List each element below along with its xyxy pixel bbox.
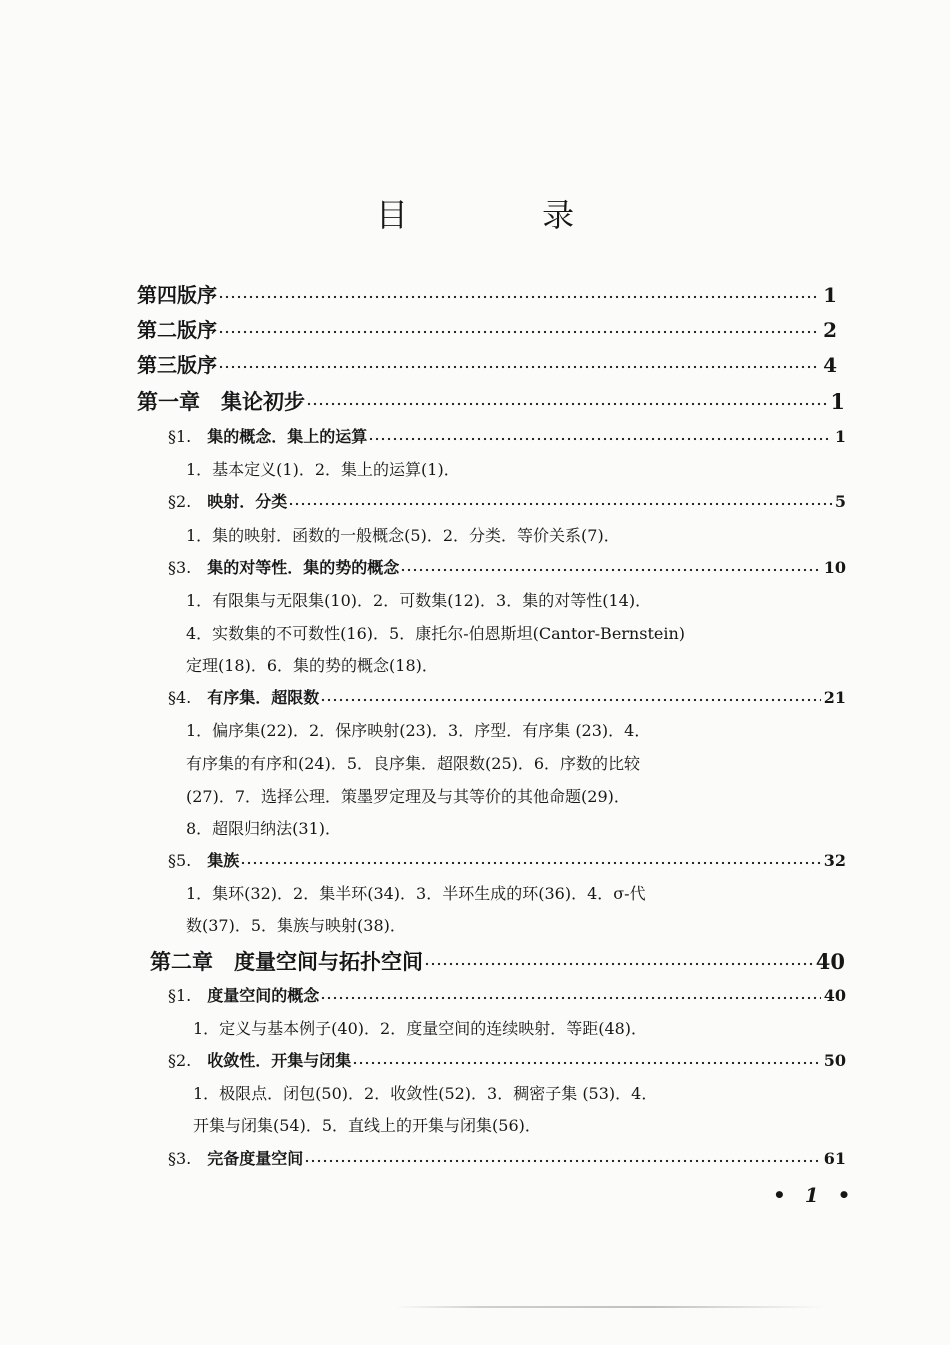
dot-leader <box>352 1060 820 1066</box>
dot-leader <box>400 567 820 573</box>
toc-subentries: 定理(18)．6．集的势的概念(18)． <box>186 656 438 675</box>
toc-subentries: 数(37)．5．集族与映射(38)． <box>186 916 406 935</box>
toc-entry-ch1-sec4[interactable] <box>168 685 846 708</box>
toc-page-number: 1 <box>830 389 845 414</box>
toc-subentries: 开集与闭集(54)．5．直线上的开集与闭集(56)． <box>193 1116 541 1135</box>
toc-entry-ch2-sec2[interactable] <box>168 1048 846 1071</box>
section-number: §3. <box>168 1149 192 1168</box>
dot-leader <box>320 995 820 1001</box>
toc-page-number: 10 <box>823 558 846 577</box>
dot-leader <box>304 1158 820 1164</box>
toc-page-number: 50 <box>823 1051 846 1070</box>
section-number: §2. <box>168 492 192 511</box>
toc-label: 集的概念．集上的运算 <box>207 427 368 446</box>
toc-label: 有序集．超限数 <box>207 688 320 707</box>
toc-page-number: 61 <box>823 1149 846 1168</box>
dot-leader <box>218 329 820 335</box>
toc-entry-ch1-sec1[interactable] <box>168 424 846 447</box>
toc-entry-ch1-sec5[interactable] <box>168 848 846 871</box>
section-number: §2. <box>168 1051 192 1070</box>
toc-entry-ch2-sec3[interactable] <box>168 1146 846 1169</box>
toc-entry-ch1-sec3[interactable] <box>168 555 846 578</box>
dot-leader <box>424 961 813 967</box>
toc-subentries: 1．有限集与无限集(10)．2．可数集(12)．3．集的对等性(14)． <box>186 591 652 610</box>
toc-subentries: 1．基本定义(1)．2．集上的运算(1)． <box>186 460 460 479</box>
toc-subentries: 1．偏序集(22)．2．保序映射(23)．3．序型．有序集 (23)．4． <box>186 721 651 740</box>
toc-label: 集的对等性．集的势的概念 <box>207 558 400 577</box>
toc-subentries: 4．实数集的不可数性(16)．5．康托尔-伯恩斯坦(Cantor-Bernstein) <box>186 624 686 643</box>
toc-entry-preface-2[interactable] <box>137 314 837 343</box>
toc-page-number: 32 <box>823 851 846 870</box>
toc-page-number: 5 <box>834 492 846 511</box>
toc-page-number: 1 <box>823 283 837 307</box>
dot-leader <box>218 364 820 370</box>
toc-label: 完备度量空间 <box>207 1149 304 1168</box>
section-number: §3. <box>168 558 192 577</box>
toc-subentries: 1．定义与基本例子(40)．2．度量空间的连续映射．等距(48)． <box>193 1019 648 1038</box>
section-number: §1. <box>168 986 192 1005</box>
toc-label: 收敛性．开集与闭集 <box>207 1051 352 1070</box>
toc-label: 第一章 集论初步 <box>137 389 305 414</box>
toc-page-number: 40 <box>815 949 845 974</box>
toc-label: 第二章 度量空间与拓扑空间 <box>150 949 423 974</box>
toc-subentries: 1．极限点．闭包(50)．2．收敛性(52)．3．稠密子集 (53)．4． <box>193 1084 658 1103</box>
toc-page-number: 1 <box>834 427 846 446</box>
dot-leader <box>306 401 827 407</box>
toc-page-number: 40 <box>823 986 846 1005</box>
toc-subentries: (27)．7．选择公理．策墨罗定理及与其等价的其他命题(29)． <box>186 787 630 806</box>
toc-label: 第四版序 <box>137 283 217 307</box>
toc-subentries: 1．集的映射．函数的一般概念(5)．2．分类．等价关系(7)． <box>186 526 620 545</box>
dot-leader <box>218 294 820 300</box>
section-number: §4. <box>168 688 192 707</box>
toc-entry-chapter-1[interactable] <box>137 386 845 416</box>
toc-subentries: 有序集的有序和(24)．5．良序集．超限数(25)．6．序数的比较 <box>186 754 641 773</box>
toc-entry-ch2-sec1[interactable] <box>168 983 846 1006</box>
toc-subentries: 8．超限归纳法(31)． <box>186 819 342 838</box>
toc-page-number: 21 <box>823 688 846 707</box>
dot-leader <box>288 501 832 507</box>
section-number: §1. <box>168 427 192 446</box>
toc-label: 第二版序 <box>137 318 217 342</box>
dot-leader <box>240 860 820 866</box>
dot-leader <box>368 436 832 442</box>
page-title: 目 录 <box>375 196 637 234</box>
toc-page-number: 4 <box>823 353 837 377</box>
scan-artifact-divider <box>395 1306 825 1308</box>
toc-label: 集族 <box>207 851 240 870</box>
page-number-footer: • 1 • <box>773 1183 857 1207</box>
toc-label: 第三版序 <box>137 353 217 377</box>
section-number: §5. <box>168 851 192 870</box>
dot-leader <box>320 697 820 703</box>
toc-entry-chapter-2[interactable] <box>150 946 845 976</box>
toc-entry-ch1-sec2[interactable] <box>168 489 846 512</box>
toc-label: 度量空间的概念 <box>207 986 320 1005</box>
toc-subentries: 1．集环(32)．2．集半环(34)．3．半环生成的环(36)．4．σ-代 <box>186 884 646 903</box>
toc-entry-preface-3[interactable] <box>137 349 837 378</box>
toc-entry-preface-4[interactable] <box>137 279 837 308</box>
toc-page-number: 2 <box>823 318 837 342</box>
toc-label: 映射．分类 <box>207 492 288 511</box>
